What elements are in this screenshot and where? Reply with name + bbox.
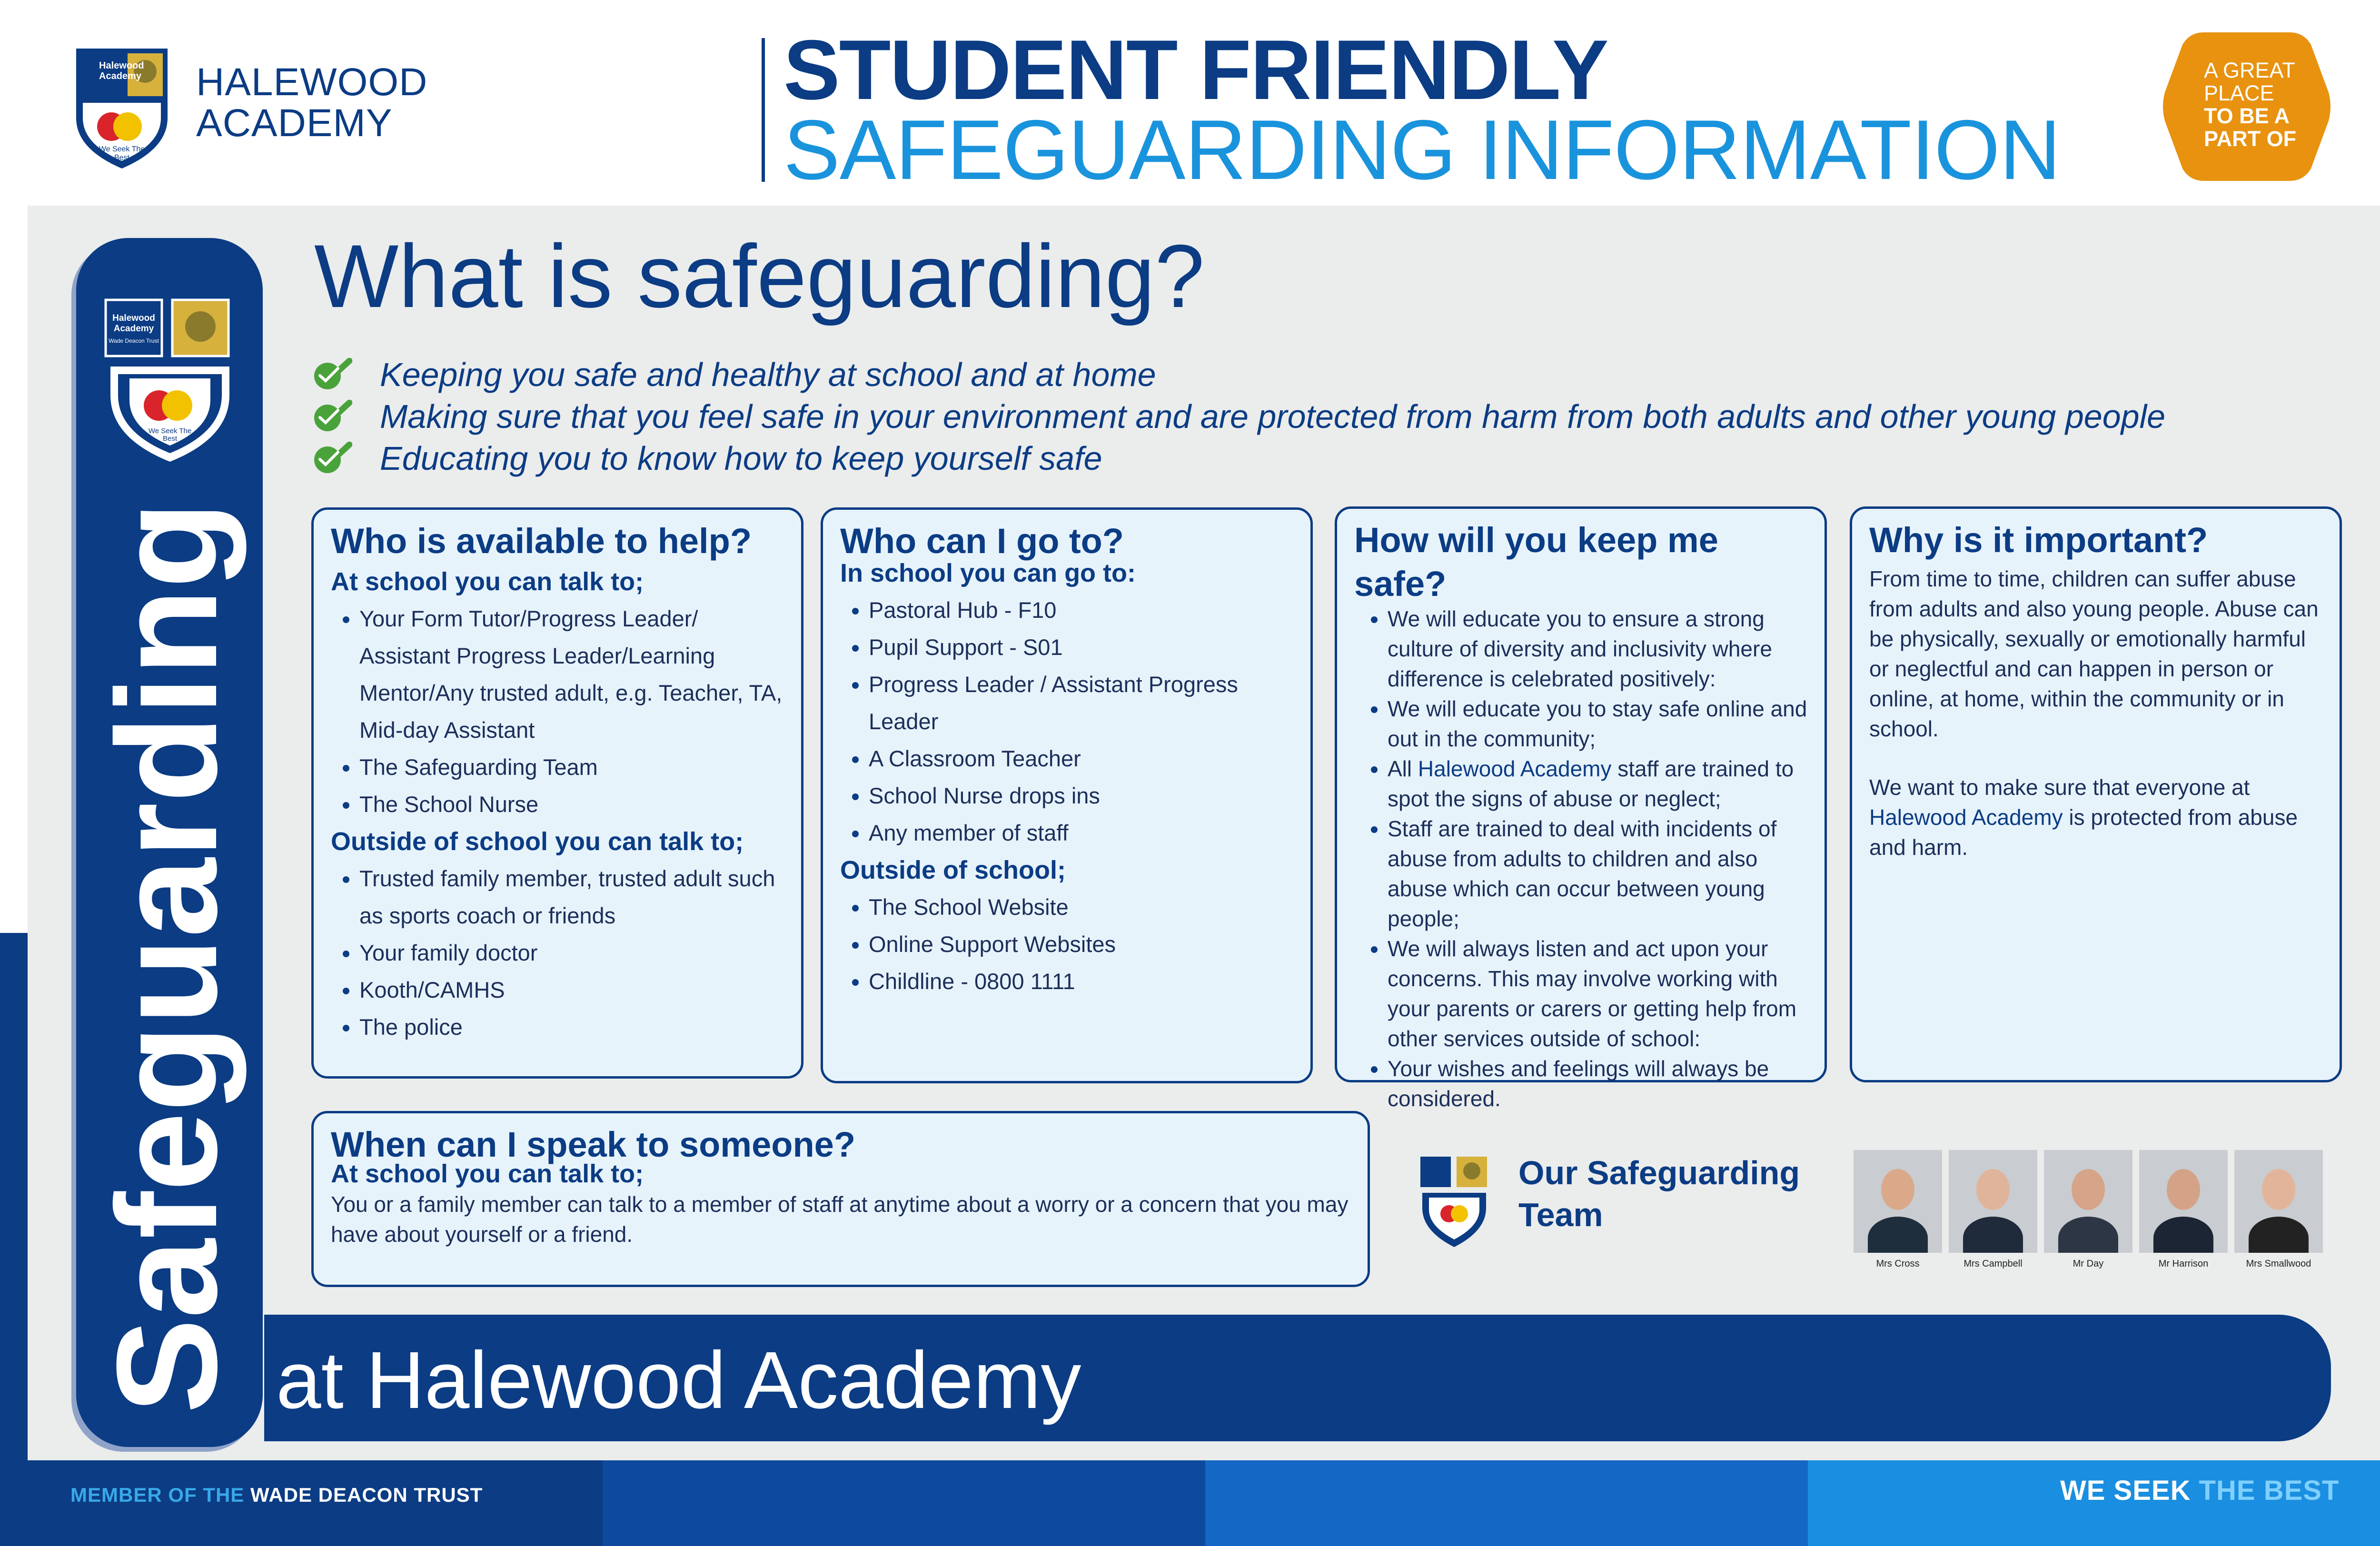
staff-photo	[1854, 1150, 1942, 1253]
list-item: • Any member of staff	[869, 814, 1293, 852]
list-item: • The police	[359, 1009, 784, 1046]
item3-highlight: Halewood Academy	[1418, 756, 1612, 781]
svg-text:We Seek The: We Seek The	[148, 427, 192, 435]
svg-text:We Seek The: We Seek The	[99, 145, 145, 153]
why-para2-post: is protected from abuse and harm.	[1869, 805, 2298, 860]
side-banner-text: Safeguarding	[87, 501, 247, 1414]
box-who-help-school-list	[331, 600, 784, 823]
list-item: • Progress Leader / Assistant Progress Leader	[869, 666, 1293, 740]
list-item: • School Nurse drops ins	[869, 777, 1293, 814]
title-divider	[762, 38, 765, 182]
staff-card	[1854, 1150, 1942, 1269]
list-item: • Online Support Websites	[869, 926, 1293, 963]
box-who-help-school-heading: At school you can talk to;	[331, 567, 644, 596]
check-icon	[309, 442, 352, 475]
list-item: • Trusted family member, trusted adult such as sports coach or friends	[359, 860, 784, 934]
list-item: • We will educate you to stay safe online and out in the community;	[1388, 694, 1807, 754]
footer-left-pre: MEMBER OF THE	[70, 1484, 250, 1506]
list-item: • The School Nurse	[359, 786, 784, 823]
list-item	[1388, 754, 1807, 814]
staff-name: Mrs Cross	[1876, 1259, 1920, 1269]
svg-text:Halewood: Halewood	[99, 60, 144, 71]
point-row-1	[309, 353, 1156, 396]
list-item: • Childline - 0800 1111	[869, 963, 1293, 1000]
staff-photo	[1949, 1150, 2037, 1253]
staff-name: Mr Day	[2073, 1259, 2104, 1269]
list-item: • The School Website	[869, 889, 1293, 926]
box-when-text: You or a family member can talk to a member of staff at anytime about a worry or a concern that you may have about yourself or a friend.	[331, 1192, 1349, 1247]
page-title-line2: SAFEGUARDING INFORMATION	[783, 102, 2061, 197]
box-when	[311, 1111, 1370, 1287]
box-when-heading: At school you can talk to;	[331, 1160, 644, 1188]
item3-pre: All	[1388, 756, 1418, 781]
badge-line-1: A GREAT	[2204, 58, 2295, 82]
item3-post: staff are trained to spot the signs of abuse or neglect;	[1388, 756, 1794, 811]
team-title-line1: Our Safeguarding	[1518, 1154, 1800, 1191]
bottom-banner-text: at Halewood Academy	[276, 1335, 1081, 1426]
list-item: • Pastoral Hub - F10	[869, 592, 1293, 629]
list-item: • The Safeguarding Team	[359, 749, 784, 786]
box-why-title: Why is it important?	[1869, 520, 2208, 560]
list-item: • Staff are trained to deal with incidents of abuse from adults to children and also abuse which can occur between young people;	[1388, 814, 1807, 934]
staff-photo	[2234, 1150, 2323, 1253]
box-who-help-outside-heading: Outside of school you can talk to;	[331, 827, 744, 856]
point-row-2	[309, 395, 2165, 438]
side-crest-icon	[101, 295, 239, 466]
box-why	[1850, 506, 2342, 1082]
svg-text:Best: Best	[114, 154, 130, 162]
check-icon	[309, 358, 352, 391]
badge-line-2: PLACE	[2204, 81, 2274, 105]
box-who-go	[821, 507, 1313, 1083]
team-crest-icon	[1418, 1155, 1490, 1250]
safeguarding-question: What is safeguarding?	[314, 226, 1205, 326]
header-logo[interactable]	[71, 44, 433, 172]
box-who-go-school-list	[840, 592, 1293, 852]
list-item: • Kooth/CAMHS	[359, 971, 784, 1009]
box-when-title: When can I speak to someone?	[331, 1125, 856, 1164]
svg-text:Academy: Academy	[113, 324, 154, 334]
box-why-para2	[1869, 773, 2322, 862]
staff-card	[1949, 1150, 2037, 1269]
staff-name: Mr Harrison	[2158, 1259, 2209, 1269]
svg-text:Academy: Academy	[99, 71, 141, 81]
svg-text:Wade Deacon Trust: Wade Deacon Trust	[109, 337, 159, 344]
box-why-para1: From time to time, children can suffer abuse from adults and also young people. Abuse can be physically, sexually or emotionally harmful or neglectful and can happen in person or online, at home, within the community or in school.	[1869, 566, 2319, 741]
box-who-help	[311, 507, 803, 1079]
list-item: • We will always listen and act upon your concerns. This may involve working with your parents or carers or getting help from other services outside of school:	[1388, 934, 1807, 1054]
staff-card	[2044, 1150, 2132, 1269]
badge-line-3: TO BE A	[2204, 104, 2290, 128]
list-item: • We will educate you to ensure a strong culture of diversity and inclusivity where difference is celebrated positively:	[1388, 604, 1807, 694]
box-who-go-title: Who can I go to?	[840, 521, 1124, 561]
list-item: • Your Form Tutor/Progress Leader/ Assistant Progress Leader/Learning Mentor/Any trusted adult, e.g. Teacher, TA, Mid-day Assistant	[359, 600, 784, 749]
box-who-help-title: Who is available to help?	[331, 521, 752, 561]
point-text-1: Keeping you safe and healthy at school and at home	[380, 356, 1156, 393]
staff-name: Mrs Campbell	[1964, 1259, 2023, 1269]
team-title-line2: Team	[1518, 1196, 1603, 1233]
box-who-help-outside-list	[331, 860, 784, 1046]
box-keep-safe	[1335, 506, 1827, 1111]
box-who-go-school-heading: In school you can go to:	[840, 559, 1136, 587]
check-icon	[309, 400, 352, 433]
svg-text:Best: Best	[162, 435, 178, 443]
box-keep-safe-title: How will you keep me safe?	[1354, 520, 1718, 604]
school-name-line1: HALEWOOD	[196, 60, 428, 104]
footer-band-3	[1205, 1460, 1808, 1546]
why-para2-pre: We want to make sure that everyone at	[1869, 775, 2250, 800]
staff-card	[2139, 1150, 2228, 1269]
staff-photo	[2044, 1150, 2132, 1253]
footer-right-pre: WE SEEK	[2060, 1475, 2199, 1506]
footer-right-text	[2060, 1475, 2339, 1506]
footer-band-2	[603, 1460, 1205, 1546]
svg-text:Halewood: Halewood	[112, 313, 155, 323]
school-name-line2: ACADEMY	[196, 101, 393, 145]
footer-left-highlight: WADE DEACON TRUST	[250, 1484, 483, 1506]
list-item: • Pupil Support - S01	[869, 629, 1293, 666]
staff-photo	[2139, 1150, 2228, 1253]
school-crest-icon	[74, 47, 169, 170]
side-banner	[76, 238, 263, 1447]
page-title-line1: STUDENT FRIENDLY	[783, 22, 1608, 117]
list-item: • Your family doctor	[359, 934, 784, 971]
footer-right-highlight: THE BEST	[2199, 1475, 2340, 1506]
why-para2-highlight: Halewood Academy	[1869, 805, 2063, 830]
badge-line-4: PART OF	[2204, 127, 2297, 151]
point-text-2: Making sure that you feel safe in your environment and are protected from harm from both adults and other young people	[380, 398, 2166, 435]
staff-name: Mrs Smallwood	[2246, 1259, 2311, 1269]
list-item: • Your wishes and feelings will always be considered.	[1388, 1054, 1807, 1114]
team-title	[1518, 1152, 1800, 1236]
staff-card	[2234, 1150, 2323, 1269]
point-row-3	[309, 437, 1102, 480]
point-text-3: Educating you to know how to keep yourself safe	[380, 440, 1102, 477]
footer-left-text	[70, 1484, 483, 1506]
list-item: • A Classroom Teacher	[869, 740, 1293, 777]
box-who-go-outside-heading: Outside of school;	[840, 856, 1066, 884]
box-keep-safe-list	[1354, 604, 1807, 1114]
box-who-go-outside-list	[840, 889, 1293, 1000]
great-place-badge	[2161, 30, 2332, 183]
